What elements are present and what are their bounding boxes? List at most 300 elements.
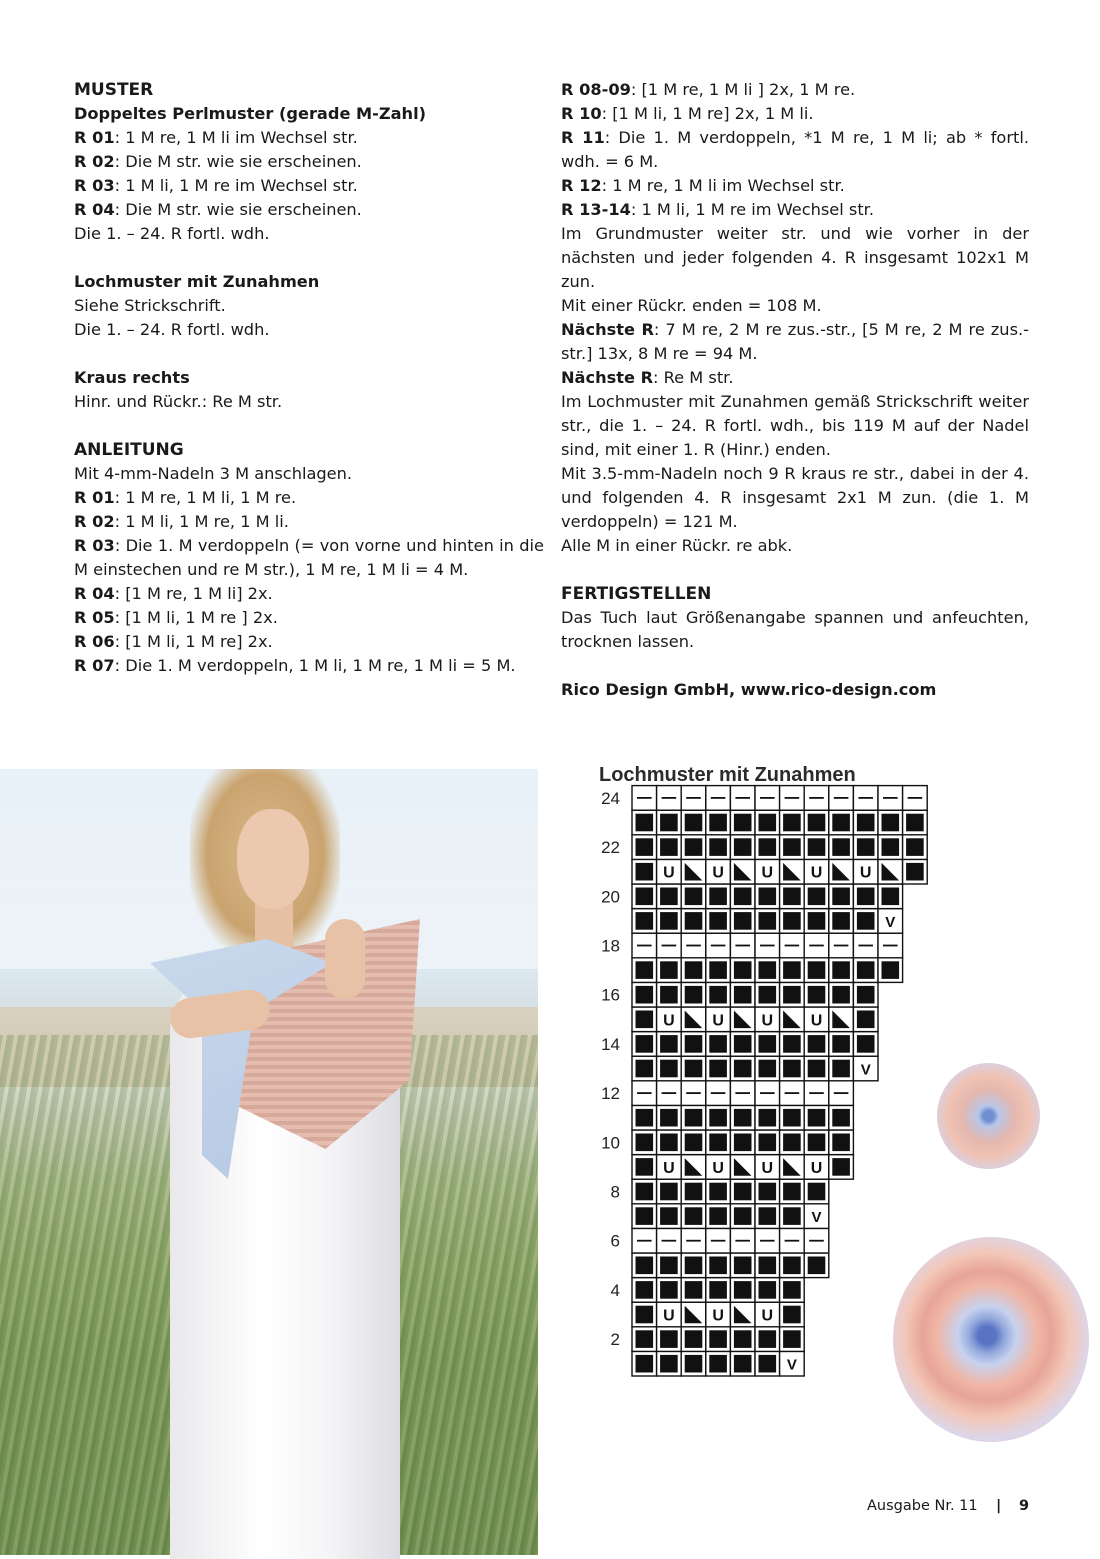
chart-cell bbox=[804, 859, 829, 884]
chart-cell bbox=[657, 958, 682, 983]
page-number: 9 bbox=[1019, 1498, 1030, 1514]
chart-cell bbox=[804, 1105, 829, 1130]
chart-cell bbox=[829, 1081, 854, 1106]
chart-cell bbox=[780, 810, 805, 835]
chart-cell bbox=[780, 1130, 805, 1155]
chart-cell bbox=[780, 1204, 805, 1229]
chart-cell bbox=[780, 1032, 805, 1057]
chart-cell bbox=[632, 1032, 657, 1057]
svg-text:U: U bbox=[761, 1307, 774, 1325]
chart-cell bbox=[657, 1253, 682, 1278]
chart-cell bbox=[878, 859, 903, 884]
lochmuster-text: Im Lochmuster mit Zunahmen gemäß Strickschrift weiter str., die 1. – 24. R fortl. wdh., bis 119 M auf der Nadel sind, mit einer 1. R (Hinr.) enden. bbox=[561, 392, 1029, 459]
chart-cell bbox=[681, 1056, 706, 1081]
chart-cell bbox=[730, 1179, 755, 1204]
chart-cell bbox=[632, 835, 657, 860]
chart-cell bbox=[755, 835, 780, 860]
kraus-text: Mit 3.5-mm-Nadeln noch 9 R kraus re str., dabei in der 4. und folgenden 4. R insgesamt 2x1 M zun. (die 1. M verdoppeln) = 121 M. bbox=[561, 464, 1029, 531]
chart-cell bbox=[853, 884, 878, 909]
chart-cell bbox=[632, 1228, 657, 1253]
chart-cell bbox=[829, 1032, 854, 1057]
chart-cell bbox=[632, 982, 657, 1007]
svg-text:V: V bbox=[860, 1061, 871, 1079]
chart-cell bbox=[878, 933, 903, 958]
chart-row-label: 12 bbox=[601, 1084, 620, 1104]
chart-cell bbox=[829, 1056, 854, 1081]
anleitung-row-10: R 10: [1 M li, 1 M re] 2x, 1 M li. bbox=[561, 104, 814, 123]
chart-cell bbox=[878, 884, 903, 909]
chart-cell bbox=[878, 958, 903, 983]
chart-cell bbox=[681, 1351, 706, 1376]
knitting-chart-svg bbox=[590, 788, 940, 1418]
chart-cell bbox=[730, 1081, 755, 1106]
chart-cell bbox=[829, 884, 854, 909]
chart-cell bbox=[780, 1327, 805, 1352]
chart-row-label: 18 bbox=[601, 936, 620, 956]
right-arm bbox=[325, 919, 365, 999]
chart-cell bbox=[632, 1204, 657, 1229]
chart-cell bbox=[632, 909, 657, 934]
chart-cell bbox=[755, 1253, 780, 1278]
anleitung-row-03: R 03: Die 1. M verdoppeln (= von vorne und hinten in die M einstechen und re M str.), 1 M re, 1 M li = 4 M. bbox=[74, 536, 544, 579]
chart-cell bbox=[755, 1228, 780, 1253]
chart-cell bbox=[804, 909, 829, 934]
chart-cell bbox=[755, 1032, 780, 1057]
chart-cell bbox=[730, 1155, 755, 1180]
chart-cell bbox=[681, 810, 706, 835]
chart-cell bbox=[632, 1302, 657, 1327]
chart-cell bbox=[853, 909, 878, 934]
chart-cell bbox=[755, 1105, 780, 1130]
chart-cell bbox=[706, 1179, 731, 1204]
chart-cell bbox=[780, 835, 805, 860]
chart-cell bbox=[706, 933, 731, 958]
chart-cell bbox=[632, 1130, 657, 1155]
model-photo bbox=[0, 769, 538, 1555]
chart-cell bbox=[657, 1081, 682, 1106]
chart-cell bbox=[780, 859, 805, 884]
chart-cell bbox=[681, 786, 706, 811]
anleitung-row-13-14: R 13-14: 1 M li, 1 M re im Wechsel str. bbox=[561, 200, 874, 219]
lochmuster-heading: Lochmuster mit Zunahmen bbox=[74, 272, 320, 291]
chart-cell bbox=[657, 1130, 682, 1155]
chart-cell bbox=[755, 909, 780, 934]
chart-cell bbox=[853, 933, 878, 958]
chart-cell bbox=[706, 1351, 731, 1376]
svg-text:U: U bbox=[810, 864, 823, 882]
chart-cell bbox=[780, 1228, 805, 1253]
chart-cell bbox=[730, 786, 755, 811]
chart-cell bbox=[829, 786, 854, 811]
chart-cell bbox=[804, 1032, 829, 1057]
chart-cell bbox=[730, 1130, 755, 1155]
chart-cell bbox=[780, 1007, 805, 1032]
chart-cell bbox=[657, 909, 682, 934]
chart-cell bbox=[657, 884, 682, 909]
abketten-text: Alle M in einer Rückr. re abk. bbox=[561, 536, 793, 555]
chart-cell bbox=[681, 982, 706, 1007]
chart-cell bbox=[804, 1007, 829, 1032]
anleitung-row-01: R 01: 1 M re, 1 M li, 1 M re. bbox=[74, 488, 297, 507]
naechste-reihe-1: Nächste R: 7 M re, 2 M re zus.-str., [5 M re, 2 M re zus.-str.] 13x, 8 M re = 94 M. bbox=[561, 320, 1029, 363]
chart-cell bbox=[780, 1155, 805, 1180]
loch-line-1: Siehe Strickschrift. bbox=[74, 296, 226, 315]
chart-cell bbox=[829, 982, 854, 1007]
chart-cell bbox=[632, 810, 657, 835]
chart-cell bbox=[730, 909, 755, 934]
perlmuster-heading: Doppeltes Perlmuster (gerade M-Zahl) bbox=[74, 104, 427, 123]
anleitung-row-02: R 02: 1 M li, 1 M re, 1 M li. bbox=[74, 512, 289, 531]
svg-text:U: U bbox=[712, 1159, 724, 1177]
chart-cell bbox=[706, 909, 731, 934]
chart-cell bbox=[780, 1278, 805, 1303]
chart-cell bbox=[804, 958, 829, 983]
rueckreihe-text: Mit einer Rückr. enden = 108 M. bbox=[561, 296, 822, 315]
chart-cell bbox=[730, 958, 755, 983]
chart-cell bbox=[706, 1056, 731, 1081]
chart-cell bbox=[632, 1278, 657, 1303]
chart-cell bbox=[853, 810, 878, 835]
chart-cell bbox=[632, 884, 657, 909]
chart-cell bbox=[829, 1105, 854, 1130]
svg-text:V: V bbox=[811, 1209, 822, 1227]
chart-cell bbox=[829, 1130, 854, 1155]
svg-text:U: U bbox=[712, 1012, 724, 1030]
chart-cell bbox=[780, 958, 805, 983]
anleitung-row-11: R 11: Die 1. M verdoppeln, *1 M re, 1 M li; ab * fortl. wdh. = 6 M. bbox=[561, 128, 1029, 171]
chart-cell bbox=[632, 1155, 657, 1180]
chart-cell bbox=[632, 1105, 657, 1130]
anleitung-row-04: R 04: [1 M re, 1 M li] 2x. bbox=[74, 584, 273, 603]
chart-cell bbox=[804, 1228, 829, 1253]
svg-text:U: U bbox=[712, 864, 724, 882]
chart-cell bbox=[681, 1105, 706, 1130]
chart-cell bbox=[706, 810, 731, 835]
chart-cell bbox=[853, 1056, 878, 1081]
chart-cell bbox=[755, 1056, 780, 1081]
chart-cell bbox=[681, 1302, 706, 1327]
chart-row-label: 10 bbox=[601, 1133, 620, 1153]
chart-row-label: 14 bbox=[601, 1034, 620, 1054]
naechste-reihe-2: Nächste R: Re M str. bbox=[561, 368, 734, 387]
chart-cell bbox=[706, 1105, 731, 1130]
yarn-ball-large bbox=[893, 1237, 1089, 1442]
svg-text:U: U bbox=[663, 1159, 675, 1177]
chart-cell bbox=[657, 1105, 682, 1130]
chart-cell bbox=[730, 835, 755, 860]
chart-cell bbox=[878, 786, 903, 811]
chart-cell bbox=[730, 1032, 755, 1057]
grundmuster-text: Im Grundmuster weiter str. und wie vorher in der nächsten und jeder folgenden 4. R insgesamt 102x1 M zun. bbox=[561, 224, 1029, 291]
chart-cell bbox=[657, 1007, 682, 1032]
chart-cell bbox=[853, 786, 878, 811]
chart-cell bbox=[681, 1130, 706, 1155]
chart-cell bbox=[632, 1253, 657, 1278]
anleitung-row-08-09: R 08-09: [1 M re, 1 M li ] 2x, 1 M re. bbox=[561, 80, 856, 99]
chart-cell bbox=[681, 835, 706, 860]
chart-cell bbox=[755, 1327, 780, 1352]
chart-cell bbox=[681, 958, 706, 983]
chart-cell bbox=[853, 835, 878, 860]
chart-cell bbox=[804, 810, 829, 835]
chart-cell bbox=[755, 1179, 780, 1204]
chart-cell bbox=[780, 1351, 805, 1376]
chart-cell bbox=[755, 884, 780, 909]
chart-cell bbox=[804, 1253, 829, 1278]
chart-cell bbox=[878, 835, 903, 860]
chart-cell bbox=[657, 1056, 682, 1081]
chart-cell bbox=[657, 1155, 682, 1180]
chart-cell bbox=[780, 909, 805, 934]
chart-row-label: 4 bbox=[610, 1280, 620, 1300]
chart-cell bbox=[780, 1081, 805, 1106]
chart-cell bbox=[730, 1204, 755, 1229]
chart-cell bbox=[706, 859, 731, 884]
chart-cell bbox=[730, 982, 755, 1007]
credit-line: Rico Design GmbH, www.rico-design.com bbox=[561, 680, 937, 699]
chart-cell bbox=[681, 1278, 706, 1303]
svg-text:U: U bbox=[761, 1012, 774, 1030]
chart-cell bbox=[632, 786, 657, 811]
chart-cell bbox=[804, 933, 829, 958]
chart-cell bbox=[780, 1179, 805, 1204]
chart-cell bbox=[804, 1130, 829, 1155]
perl-row-02: R 02: Die M str. wie sie erscheinen. bbox=[74, 152, 362, 171]
fertigstellen-text: Das Tuch laut Größenangabe spannen und anfeuchten, trocknen lassen. bbox=[561, 608, 1029, 651]
chart-cell bbox=[755, 958, 780, 983]
chart-cell bbox=[804, 1056, 829, 1081]
chart-cell bbox=[878, 810, 903, 835]
chart-cell bbox=[657, 786, 682, 811]
chart-cell bbox=[657, 1278, 682, 1303]
chart-cell bbox=[681, 859, 706, 884]
footer-separator: | bbox=[996, 1498, 1002, 1514]
chart-cell bbox=[829, 1007, 854, 1032]
anleitung-row-12: R 12: 1 M re, 1 M li im Wechsel str. bbox=[561, 176, 845, 195]
svg-text:U: U bbox=[859, 864, 872, 882]
chart-cell bbox=[657, 1351, 682, 1376]
anleitung-row-06: R 06: [1 M li, 1 M re] 2x. bbox=[74, 632, 273, 651]
chart-cell bbox=[657, 933, 682, 958]
chart-cell bbox=[706, 1081, 731, 1106]
chart-row-label: 24 bbox=[601, 788, 620, 808]
chart-cell bbox=[657, 982, 682, 1007]
svg-text:V: V bbox=[786, 1356, 797, 1374]
svg-text:U: U bbox=[663, 864, 675, 882]
chart-cell bbox=[730, 1105, 755, 1130]
chart-cell bbox=[657, 1302, 682, 1327]
chart-cell bbox=[657, 1179, 682, 1204]
chart-row-label: 2 bbox=[610, 1330, 620, 1350]
chart-cell bbox=[706, 1204, 731, 1229]
chart-cell bbox=[780, 1105, 805, 1130]
chart-cell bbox=[632, 1179, 657, 1204]
chart-cell bbox=[903, 835, 928, 860]
left-text-column bbox=[74, 78, 544, 678]
chart-cell bbox=[681, 1179, 706, 1204]
chart-cell bbox=[681, 1155, 706, 1180]
chart-cell bbox=[755, 859, 780, 884]
chart-cell bbox=[853, 1032, 878, 1057]
chart-cell bbox=[706, 1130, 731, 1155]
chart-cell bbox=[780, 1056, 805, 1081]
right-text-column bbox=[561, 78, 1029, 702]
svg-text:U: U bbox=[761, 864, 774, 882]
chart-row-label: 20 bbox=[601, 887, 620, 907]
chart-cell bbox=[804, 786, 829, 811]
chart-cell bbox=[706, 1253, 731, 1278]
chart-cell bbox=[755, 1302, 780, 1327]
face bbox=[237, 809, 309, 909]
chart-cell bbox=[829, 859, 854, 884]
chart-cell bbox=[878, 909, 903, 934]
svg-text:U: U bbox=[712, 1307, 724, 1325]
chart-cell bbox=[706, 1327, 731, 1352]
chart-cell bbox=[780, 884, 805, 909]
chart-cell bbox=[780, 1302, 805, 1327]
chart-cell bbox=[903, 810, 928, 835]
chart-cell bbox=[657, 1204, 682, 1229]
loch-line-2: Die 1. – 24. R fortl. wdh. bbox=[74, 320, 270, 339]
chart-cell bbox=[730, 810, 755, 835]
chart-cell bbox=[804, 884, 829, 909]
chart-cell bbox=[730, 1302, 755, 1327]
chart-cell bbox=[755, 1081, 780, 1106]
chart-cell bbox=[730, 1327, 755, 1352]
chart-cell bbox=[730, 1278, 755, 1303]
chart-cell bbox=[632, 958, 657, 983]
chart-cell bbox=[681, 1081, 706, 1106]
chart-cell bbox=[657, 810, 682, 835]
chart-cell bbox=[780, 933, 805, 958]
chart-cell bbox=[755, 1155, 780, 1180]
chart-row-label: 22 bbox=[601, 838, 620, 858]
chart-cell bbox=[780, 786, 805, 811]
chart-cell bbox=[706, 982, 731, 1007]
chart-cell bbox=[853, 859, 878, 884]
chart-row-label: 6 bbox=[610, 1231, 620, 1251]
chart-cell bbox=[829, 958, 854, 983]
chart-cell bbox=[657, 1228, 682, 1253]
chart-cell bbox=[706, 1007, 731, 1032]
chart-cell bbox=[730, 859, 755, 884]
anleitung-row-05: R 05: [1 M li, 1 M re ] 2x. bbox=[74, 608, 278, 627]
kraus-line-1: Hinr. und Rückr.: Re M str. bbox=[74, 392, 283, 411]
chart-cell bbox=[632, 1007, 657, 1032]
chart-cell bbox=[681, 1007, 706, 1032]
chart-cell bbox=[681, 933, 706, 958]
perl-row-01: R 01: 1 M re, 1 M li im Wechsel str. bbox=[74, 128, 358, 147]
chart-cell bbox=[829, 835, 854, 860]
chart-cell bbox=[755, 933, 780, 958]
chart-cell bbox=[903, 859, 928, 884]
knitting-chart bbox=[590, 788, 940, 1422]
perl-repeat: Die 1. – 24. R fortl. wdh. bbox=[74, 224, 270, 243]
chart-cell bbox=[681, 1032, 706, 1057]
chart-cell bbox=[853, 982, 878, 1007]
chart-cell bbox=[632, 859, 657, 884]
chart-cell bbox=[755, 1204, 780, 1229]
chart-cell bbox=[780, 1253, 805, 1278]
yarn-ball-small bbox=[937, 1063, 1040, 1169]
chart-cell bbox=[706, 884, 731, 909]
chart-cell bbox=[804, 1179, 829, 1204]
chart-title: Lochmuster mit Zunahmen bbox=[599, 764, 856, 786]
chart-cell bbox=[706, 1278, 731, 1303]
svg-text:U: U bbox=[663, 1307, 675, 1325]
chart-cell bbox=[657, 859, 682, 884]
chart-cell bbox=[706, 786, 731, 811]
chart-cell bbox=[681, 1228, 706, 1253]
anleitung-row-07: R 07: Die 1. M verdoppeln, 1 M li, 1 M re, 1 M li = 5 M. bbox=[74, 656, 516, 675]
chart-cell bbox=[755, 1130, 780, 1155]
chart-cell bbox=[730, 933, 755, 958]
chart-cell bbox=[632, 933, 657, 958]
chart-cell bbox=[829, 810, 854, 835]
chart-cell bbox=[632, 1327, 657, 1352]
perl-row-03: R 03: 1 M li, 1 M re im Wechsel str. bbox=[74, 176, 358, 195]
chart-cell bbox=[755, 1351, 780, 1376]
chart-cell bbox=[755, 810, 780, 835]
chart-cell bbox=[804, 1204, 829, 1229]
chart-row-label: 8 bbox=[610, 1182, 620, 1202]
svg-text:U: U bbox=[663, 1012, 675, 1030]
chart-cell bbox=[681, 1204, 706, 1229]
chart-cell bbox=[657, 835, 682, 860]
chart-cell bbox=[755, 786, 780, 811]
chart-cell bbox=[632, 1081, 657, 1106]
chart-cell bbox=[780, 982, 805, 1007]
chart-cell bbox=[730, 1056, 755, 1081]
chart-cell bbox=[829, 933, 854, 958]
chart-cell bbox=[632, 1351, 657, 1376]
chart-cell bbox=[681, 1327, 706, 1352]
chart-cell bbox=[804, 1081, 829, 1106]
chart-cell bbox=[657, 1032, 682, 1057]
chart-cell bbox=[755, 982, 780, 1007]
chart-cell bbox=[632, 1056, 657, 1081]
chart-cell bbox=[657, 1327, 682, 1352]
section-heading-muster: MUSTER bbox=[74, 80, 154, 100]
chart-cell bbox=[706, 835, 731, 860]
svg-text:V: V bbox=[885, 913, 896, 931]
chart-cell bbox=[706, 958, 731, 983]
chart-cell bbox=[730, 884, 755, 909]
chart-row-label: 16 bbox=[601, 985, 620, 1005]
issue-label: Ausgabe Nr. 11 bbox=[867, 1498, 978, 1514]
chart-cell bbox=[706, 1032, 731, 1057]
chart-cell bbox=[853, 1007, 878, 1032]
chart-cell bbox=[730, 1351, 755, 1376]
chart-cell bbox=[706, 1155, 731, 1180]
chart-cell bbox=[829, 1155, 854, 1180]
chart-cell bbox=[804, 1155, 829, 1180]
kraus-heading: Kraus rechts bbox=[74, 368, 190, 387]
chart-cell bbox=[706, 1228, 731, 1253]
svg-text:U: U bbox=[761, 1159, 774, 1177]
chart-cell bbox=[853, 958, 878, 983]
chart-cell bbox=[730, 1007, 755, 1032]
section-heading-anleitung: ANLEITUNG bbox=[74, 440, 184, 460]
chart-cell bbox=[804, 835, 829, 860]
chart-cell bbox=[755, 1007, 780, 1032]
chart-cell bbox=[706, 1302, 731, 1327]
chart-cell bbox=[681, 884, 706, 909]
chart-cell bbox=[903, 786, 928, 811]
anleitung-intro: Mit 4-mm-Nadeln 3 M anschlagen. bbox=[74, 464, 353, 483]
svg-text:U: U bbox=[810, 1012, 823, 1030]
chart-cell bbox=[829, 909, 854, 934]
